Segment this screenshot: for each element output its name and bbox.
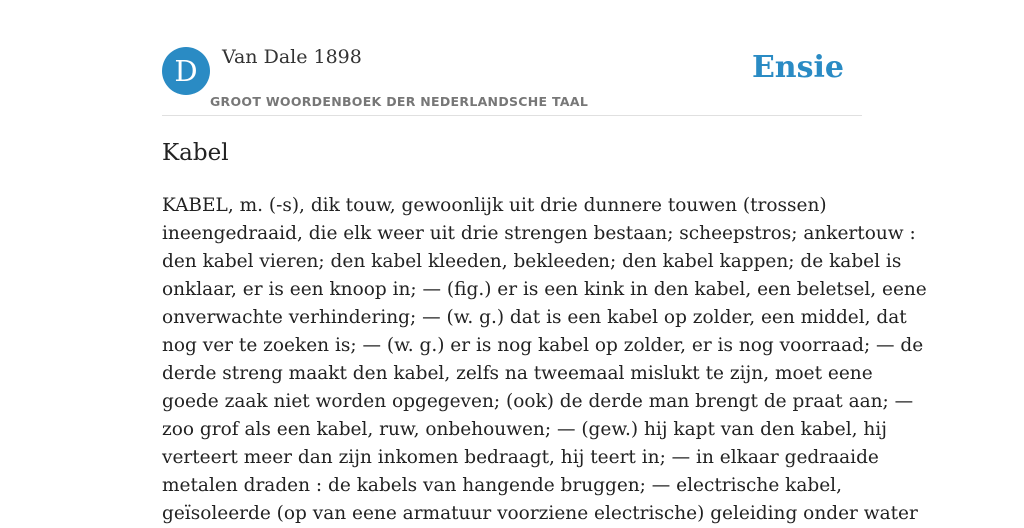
definition-line: derde streng maakt den kabel, zelfs na tweemaal mislukt te zijn, moet eene — [162, 363, 873, 384]
definition-line: KABEL, m. (-s), dik touw, gewoonlijk uit drie dunnere touwen (trossen) — [162, 195, 827, 216]
brand-logo[interactable]: Ensie — [751, 50, 844, 85]
dictionary-name[interactable]: Van Dale 1898 — [222, 46, 362, 68]
definition-line: den kabel vieren; den kabel kleeden, bekleeden; den kabel kappen; de kabel is — [162, 251, 902, 272]
definition-line: ineengedraaid, die elk weer uit drie strengen bestaan; scheepstros; ankertouw : — [162, 223, 916, 244]
definition-line: metalen draden : de kabels van hangende bruggen; — electrische kabel, — [162, 475, 842, 496]
entry-title: Kabel — [162, 140, 229, 166]
definition-line: nog ver te zoeken is; — (w. g.) er is nog kabel op zolder, er is nog voorraad; — de — [162, 335, 924, 356]
dictionary-header — [162, 46, 862, 116]
header-divider — [162, 115, 862, 116]
definition-line: geïsoleerde (op van eene armatuur voorziene electrische) geleiding onder water — [162, 503, 918, 524]
definition-line: goede zaak niet worden opgegeven; (ook) de derde man brengt de praat aan; — — [162, 391, 914, 412]
entry-definition — [162, 192, 927, 528]
dictionary-subtitle: GROOT WOORDENBOEK DER NEDERLANDSCHE TAAL — [210, 94, 589, 109]
definition-line: onverwachte verhindering; — (w. g.) dat is een kabel op zolder, een middel, dat — [162, 307, 907, 328]
definition-line: zoo grof als een kabel, ruw, onbehouwen; — (gew.) hij kapt van den kabel, hij — [162, 419, 887, 440]
definition-line: onklaar, er is een knoop in; — (fig.) er is een kink in den kabel, een beletsel, eene — [162, 279, 927, 300]
definition-line: verteert meer dan zijn inkomen bedraagt, hij teert in; — in elkaar gedraaide — [162, 447, 879, 468]
dictionary-logo[interactable]: D — [162, 47, 210, 95]
